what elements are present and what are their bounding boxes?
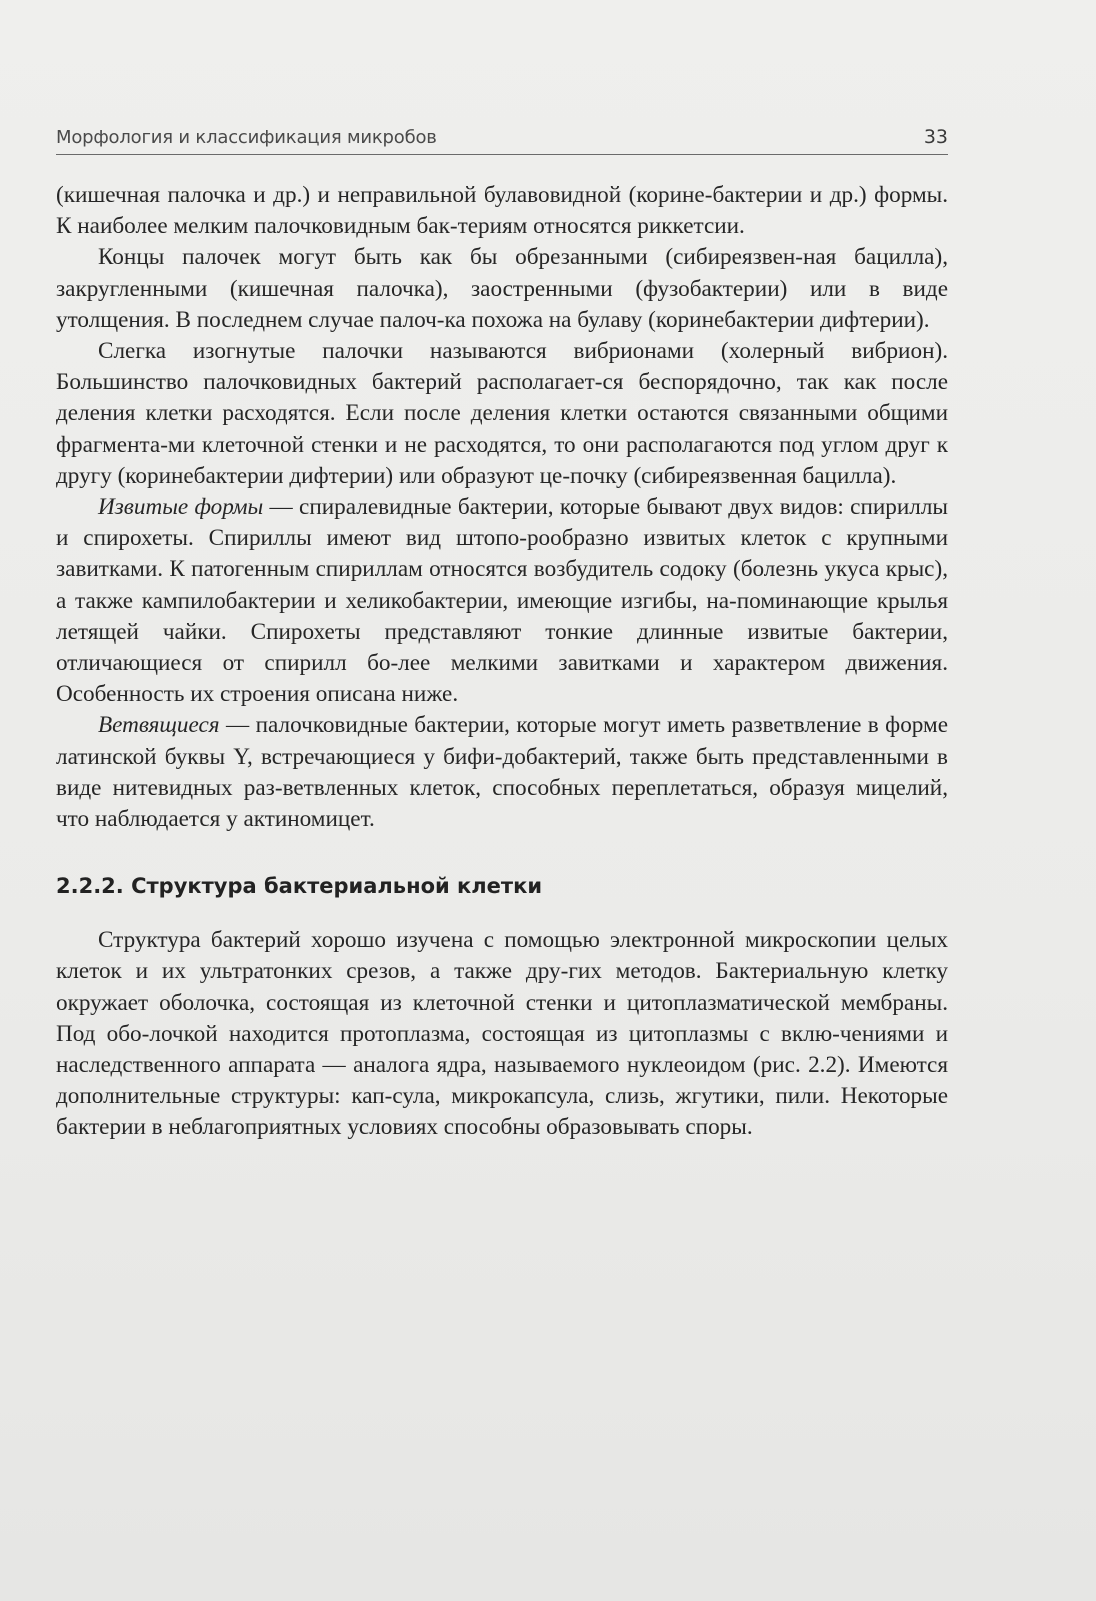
paragraph-rod-ends: Концы палочек могут быть как бы обрезанными (сибиреязвен-ная бацилла), закругленными (кишечная палочка), заостренными (фузобактерии) или в виде утолщения. В последнем случае палоч-ка похожа на булаву (коринебактерии дифтерии). (56, 244, 948, 333)
paragraph-vibrios: Слегка изогнутые палочки называются вибрионами (холерный вибрион). Большинство палочковидных бактерий располагает-ся беспорядочно, так как после деления клетки расходятся. Если после деления клетки остаются связанными общими фрагмента-ми клеточной стенки и не расходятся, то они располагаются под углом друг к другу (коринебактерии дифтерии) или образуют це-почку (сибиреязвенная бацилла). (56, 338, 948, 489)
section-heading: 2.2.2. Структура бактериальной клетки (56, 874, 543, 899)
page-number: 33 (923, 126, 948, 148)
paragraph-spiral-forms-text: — спиралевидные бактерии, которые бывают двух видов: спириллы и спирохеты. Спириллы имеют вид штопо-рообразно извитых клеток с крупными завитками. К патогенным спириллам относятся возбудитель содоку (болезнь укуса крыс), а также кампилобактерии и хеликобактерии, имеющие изгибы, на-поминающие крылья летящей чайки. Спирохеты представляют тонкие длинные извитые бактерии, отличающиеся от спирилл бо-лее мелкими завитками и характером движения. Особенность их строения описана ниже. (56, 494, 949, 708)
running-header (56, 120, 948, 155)
paragraph-branching-text: — палочковидные бактерии, которые могут иметь разветвление в форме латинской буквы Y, встречающиеся у бифи-добактерий, также быть представленными в виде нитевидных раз-ветвленных клеток, способных переплетаться, образуя мицелий, что наблюдается у актиномицет. (56, 712, 948, 833)
paragraph-cell-structure: Структура бактерий хорошо изучена с помощью электронной микроскопии целых клеток и их ультратонких срезов, а также дру-гих методов. Бактериальную клетку окружает оболочка, состоящая из клеточной стенки и цитоплазматической мембраны. Под обо-лочкой находится протоплазма, состоящая из цитоплазмы с вклю-чениями и наследственного аппарата — аналога ядра, называемого нуклеоидом (рис. 2.2). Имеются дополнительные структуры: кап-сула, микрокапсула, слизь, жгутики, пили. Некоторые бактерии в неблагоприятных условиях способны образовывать споры. (56, 927, 948, 1141)
term-branching: Ветвящиеся (98, 712, 220, 739)
paragraph-branching (56, 710, 948, 835)
paragraph-continuation: (кишечная палочка и др.) и неправильной булавовидной (корине-бактерии и др.) формы. К наиболее мелким палочковидным бак-териям относятся риккетсии. (56, 182, 948, 240)
running-title: Морфология и классификация микробов (56, 127, 437, 148)
body-text (56, 180, 948, 1144)
paragraph-spiral-forms (56, 492, 948, 710)
term-spiral-forms: Извитые формы (98, 494, 264, 521)
